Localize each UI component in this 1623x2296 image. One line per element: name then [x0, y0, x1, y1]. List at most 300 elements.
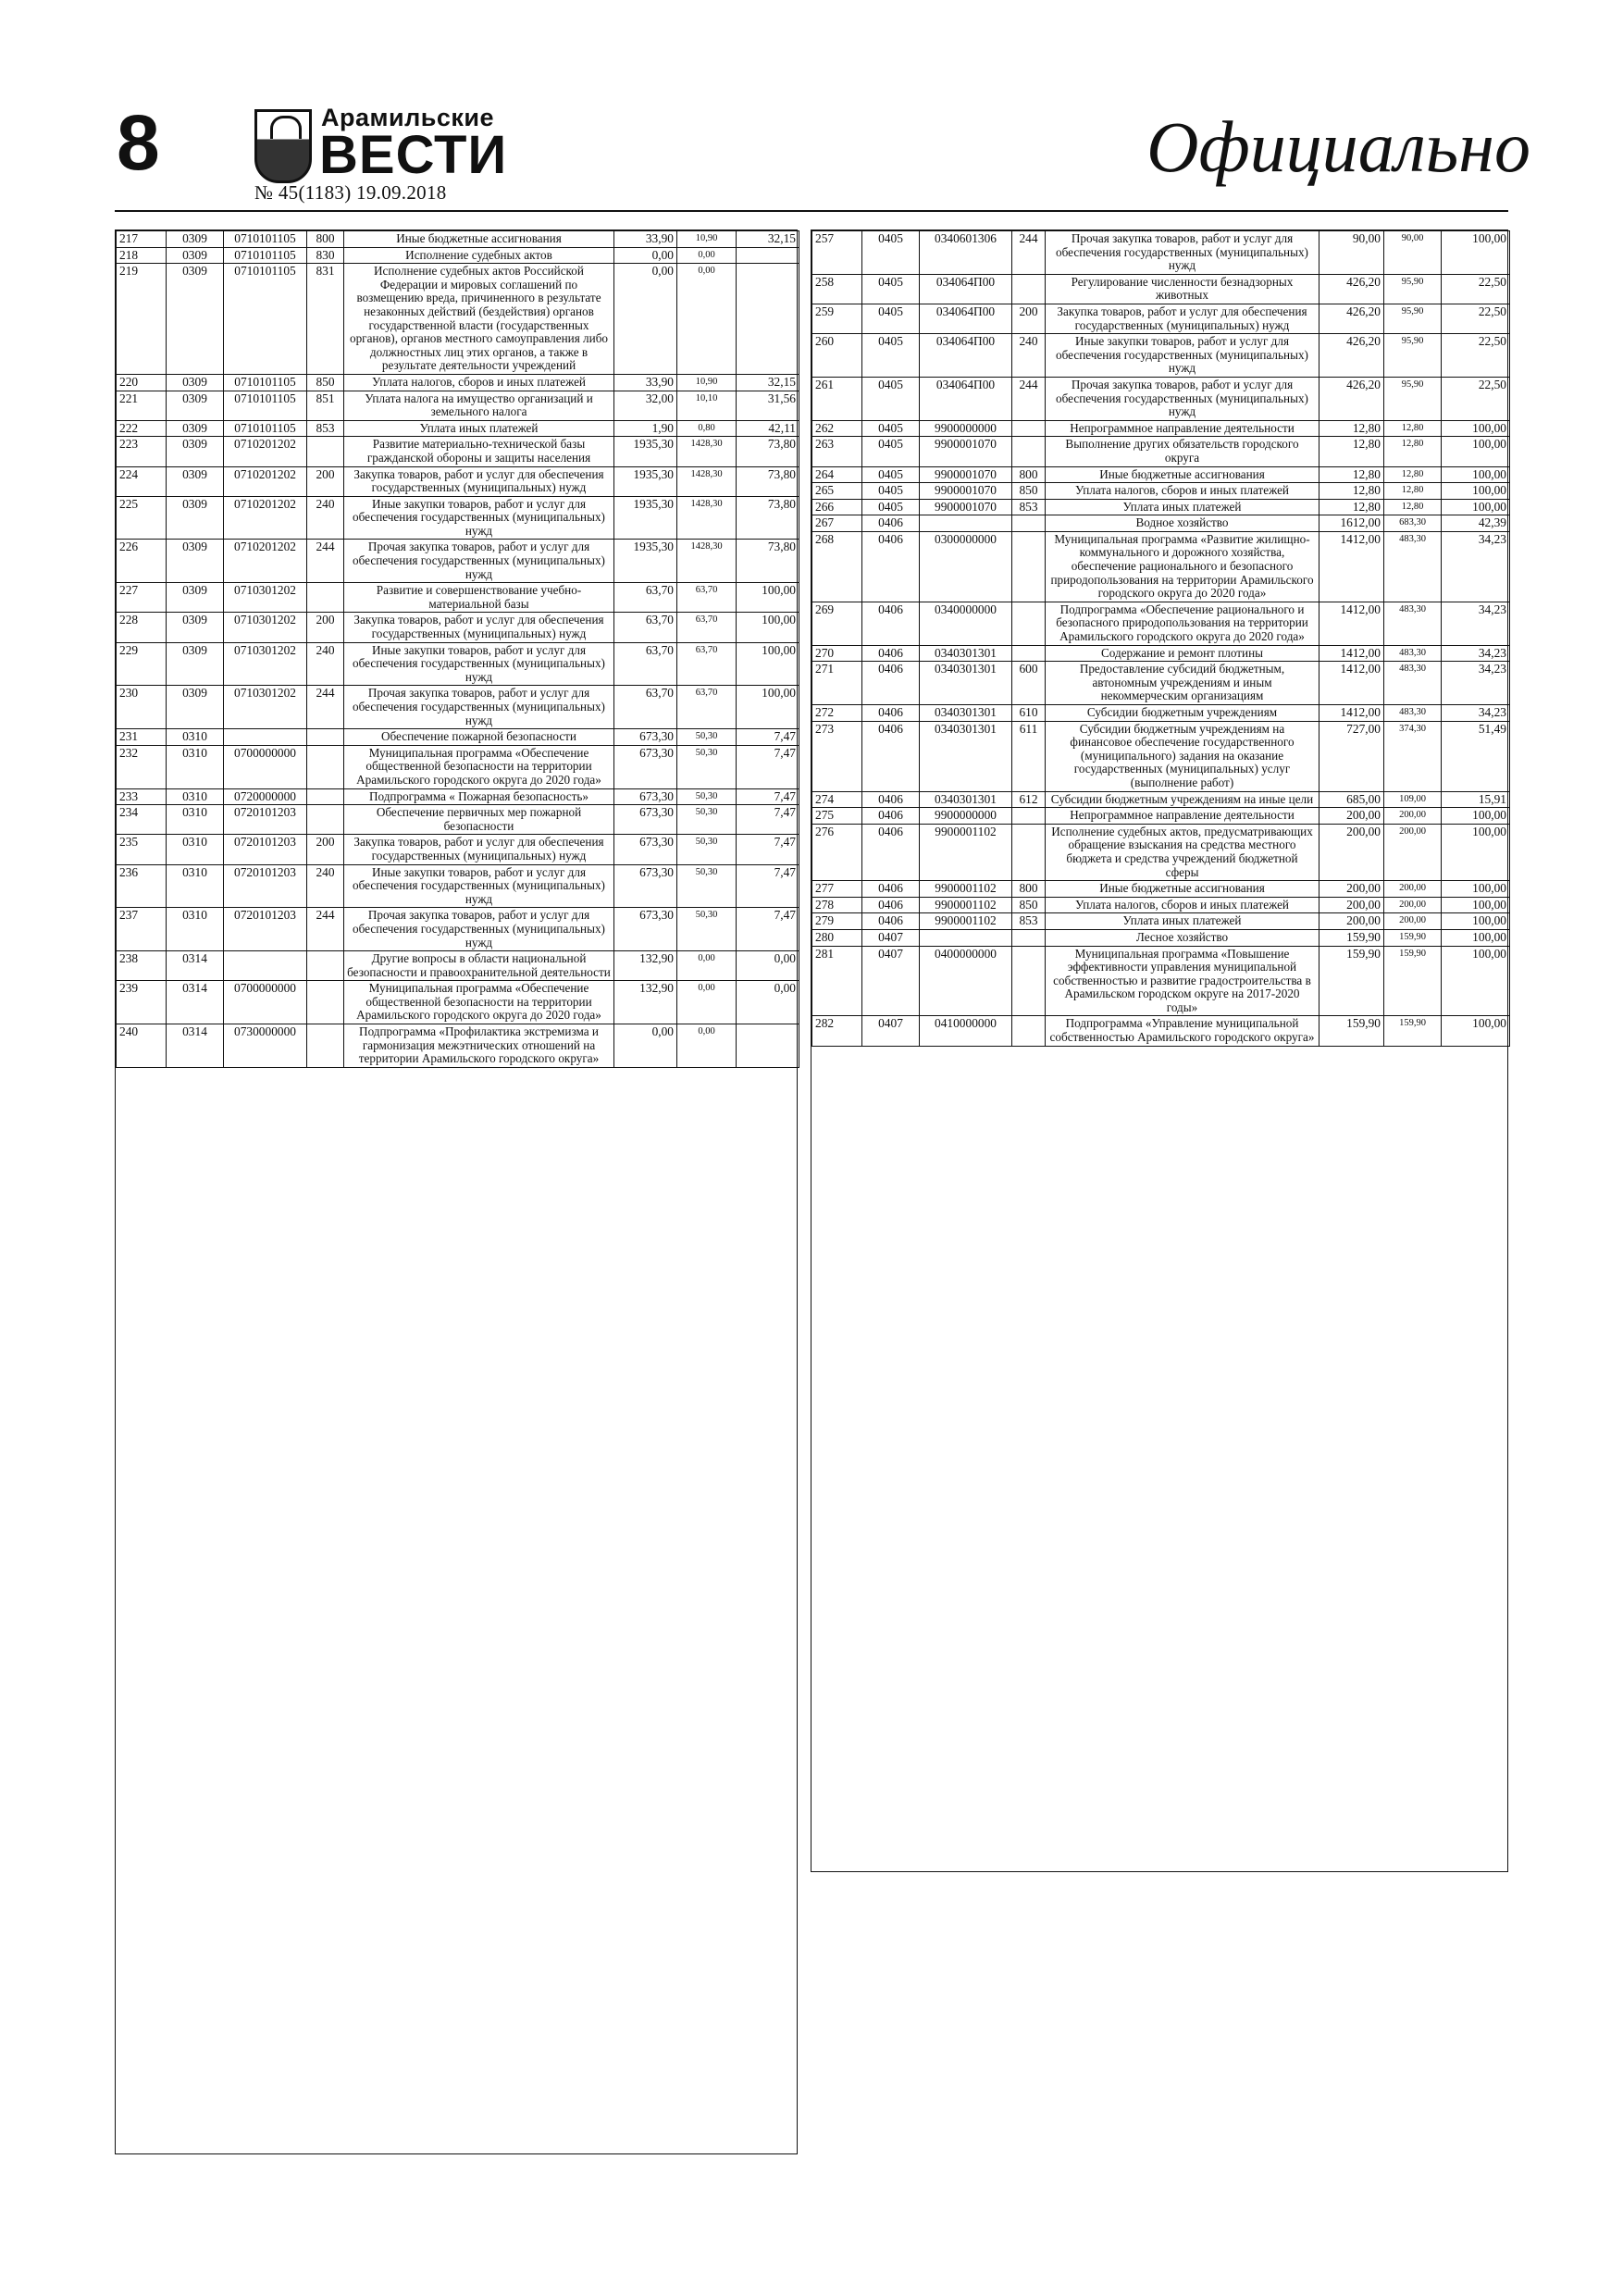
description-cell: Прочая закупка товаров, работ и услуг для обеспечения государственных (муниципальных) нужд	[344, 686, 614, 729]
executed-amount-cell: 483,30	[1384, 662, 1442, 705]
table-row	[117, 981, 799, 1024]
target-code-cell: 0730000000	[224, 1024, 307, 1068]
section-code-cell: 0406	[862, 515, 920, 532]
percent-cell: 42,11	[737, 420, 799, 437]
description-cell: Уплата иных платежей	[1046, 499, 1319, 515]
executed-amount-cell: 0,00	[677, 951, 737, 981]
planned-amount-cell: 200,00	[1319, 913, 1384, 930]
percent-cell: 100,00	[1442, 437, 1510, 466]
planned-amount-cell: 673,30	[614, 835, 677, 864]
row-number-cell: 236	[117, 864, 167, 908]
table-row	[117, 642, 799, 686]
expense-type-cell: 200	[1012, 304, 1046, 333]
percent-cell	[737, 264, 799, 375]
target-code-cell: 0340601306	[920, 231, 1012, 275]
executed-amount-cell: 1428,30	[677, 466, 737, 496]
executed-amount-cell: 1428,30	[677, 437, 737, 466]
percent-cell: 100,00	[1442, 808, 1510, 825]
section-code-cell: 0406	[862, 705, 920, 722]
section-code-cell: 0406	[862, 721, 920, 791]
section-code-cell: 0406	[862, 662, 920, 705]
expense-type-cell	[307, 951, 344, 981]
percent-cell: 32,15	[737, 231, 799, 248]
description-cell: Иные бюджетные ассигнования	[344, 231, 614, 248]
planned-amount-cell: 0,00	[614, 264, 677, 375]
section-code-cell: 0314	[167, 951, 224, 981]
table-row	[117, 496, 799, 540]
row-number-cell: 279	[812, 913, 862, 930]
target-code-cell: 0710201202	[224, 437, 307, 466]
executed-amount-cell: 200,00	[1384, 881, 1442, 898]
percent-cell: 15,91	[1442, 791, 1510, 808]
row-number-cell: 265	[812, 483, 862, 500]
executed-amount-cell: 12,80	[1384, 466, 1442, 483]
expense-type-cell: 830	[307, 247, 344, 264]
percent-cell: 7,47	[737, 835, 799, 864]
percent-cell: 34,23	[1442, 602, 1510, 645]
row-number-cell: 233	[117, 788, 167, 805]
planned-amount-cell: 1412,00	[1319, 705, 1384, 722]
row-number-cell: 280	[812, 929, 862, 946]
expense-type-cell: 244	[307, 686, 344, 729]
expense-type-cell: 610	[1012, 705, 1046, 722]
planned-amount-cell: 1612,00	[1319, 515, 1384, 532]
brand-main-text: ВЕСТИ	[319, 125, 508, 185]
description-cell: Уплата иных платежей	[1046, 913, 1319, 930]
target-code-cell: 034064П00	[920, 334, 1012, 378]
row-number-cell: 274	[812, 791, 862, 808]
description-cell: Иные бюджетные ассигнования	[1046, 881, 1319, 898]
target-code-cell: 0720000000	[224, 788, 307, 805]
row-number-cell: 282	[812, 1016, 862, 1046]
expense-type-cell	[1012, 645, 1046, 662]
description-cell: Муниципальная программа «Обеспечение общественной безопасности на территории Арамильского городского округа до 2020 года»	[344, 745, 614, 788]
row-number-cell: 232	[117, 745, 167, 788]
description-cell: Исполнение судебных актов, предусматривающих обращение взыскания на средства местного бюджета и средства учреждений бюджетной сферы	[1046, 824, 1319, 880]
description-cell: Развитие и совершенствование учебно-материальной базы	[344, 583, 614, 613]
description-cell: Субсидии бюджетным учреждениям на финансовое обеспечение государственного (муниципального) задания на оказание государственных (муниципальных) услуг (выполнение работ)	[1046, 721, 1319, 791]
executed-amount-cell: 63,70	[677, 642, 737, 686]
target-code-cell: 0710101105	[224, 231, 307, 248]
target-code-cell: 9900001070	[920, 483, 1012, 500]
row-number-cell: 223	[117, 437, 167, 466]
planned-amount-cell: 673,30	[614, 729, 677, 746]
table-row	[117, 540, 799, 583]
description-cell: Прочая закупка товаров, работ и услуг для обеспечения государственных (муниципальных) нужд	[1046, 231, 1319, 275]
executed-amount-cell: 0,00	[677, 247, 737, 264]
planned-amount-cell: 63,70	[614, 642, 677, 686]
description-cell: Исполнение судебных актов	[344, 247, 614, 264]
header-divider	[115, 210, 1508, 212]
section-code-cell: 0405	[862, 499, 920, 515]
target-code-cell: 0710201202	[224, 466, 307, 496]
section-code-cell: 0406	[862, 602, 920, 645]
percent-cell: 100,00	[1442, 466, 1510, 483]
expense-type-cell	[307, 729, 344, 746]
percent-cell: 7,47	[737, 864, 799, 908]
table-row	[812, 645, 1510, 662]
description-cell: Обеспечение пожарной безопасности	[344, 729, 614, 746]
executed-amount-cell: 50,30	[677, 745, 737, 788]
section-code-cell: 0405	[862, 377, 920, 420]
table-row	[812, 499, 1510, 515]
target-code-cell: 0720101203	[224, 864, 307, 908]
expense-type-cell: 800	[307, 231, 344, 248]
table-row	[812, 705, 1510, 722]
target-code-cell	[224, 729, 307, 746]
table-row	[117, 613, 799, 642]
executed-amount-cell: 159,90	[1384, 929, 1442, 946]
section-code-cell: 0406	[862, 645, 920, 662]
target-code-cell: 0410000000	[920, 1016, 1012, 1046]
percent-cell: 7,47	[737, 729, 799, 746]
expense-type-cell: 611	[1012, 721, 1046, 791]
section-code-cell: 0309	[167, 231, 224, 248]
planned-amount-cell: 0,00	[614, 1024, 677, 1068]
executed-amount-cell: 50,30	[677, 835, 737, 864]
row-number-cell: 221	[117, 391, 167, 420]
executed-amount-cell: 50,30	[677, 864, 737, 908]
executed-amount-cell: 0,00	[677, 981, 737, 1024]
section-code-cell: 0407	[862, 1016, 920, 1046]
planned-amount-cell: 200,00	[1319, 808, 1384, 825]
executed-amount-cell: 1428,30	[677, 496, 737, 540]
table-row	[117, 729, 799, 746]
issue-info: № 45(1183) 19.09.2018	[254, 181, 447, 204]
section-code-cell: 0405	[862, 231, 920, 275]
description-cell: Уплата налогов, сборов и иных платежей	[1046, 897, 1319, 913]
row-number-cell: 229	[117, 642, 167, 686]
row-number-cell: 219	[117, 264, 167, 375]
target-code-cell: 0710101105	[224, 420, 307, 437]
table-row	[117, 247, 799, 264]
description-cell: Подпрограмма «Профилактика экстремизма и гармонизация межэтнических отношений на территории Арамильского городского округа»	[344, 1024, 614, 1068]
expense-type-cell: 244	[1012, 231, 1046, 275]
executed-amount-cell: 109,00	[1384, 791, 1442, 808]
description-cell: Уплата налогов, сборов и иных платежей	[344, 374, 614, 391]
table-row	[812, 721, 1510, 791]
section-code-cell: 0309	[167, 374, 224, 391]
percent-cell: 22,50	[1442, 304, 1510, 333]
percent-cell: 42,39	[1442, 515, 1510, 532]
planned-amount-cell: 673,30	[614, 745, 677, 788]
description-cell: Прочая закупка товаров, работ и услуг для обеспечения государственных (муниципальных) нужд	[344, 908, 614, 951]
expense-type-cell: 244	[307, 908, 344, 951]
section-code-cell: 0309	[167, 264, 224, 375]
target-code-cell: 0340301301	[920, 645, 1012, 662]
planned-amount-cell: 200,00	[1319, 824, 1384, 880]
table-row	[117, 391, 799, 420]
percent-cell: 7,47	[737, 908, 799, 951]
percent-cell: 22,50	[1442, 377, 1510, 420]
description-cell: Подпрограмма «Обеспечение рационального и безопасного природопользования на территории Арамильского городского округа до 2020 года»	[1046, 602, 1319, 645]
planned-amount-cell: 63,70	[614, 686, 677, 729]
table-row	[117, 1024, 799, 1068]
expense-type-cell: 850	[307, 374, 344, 391]
percent-cell: 100,00	[1442, 946, 1510, 1016]
table-row	[117, 805, 799, 835]
executed-amount-cell: 63,70	[677, 613, 737, 642]
planned-amount-cell: 1412,00	[1319, 662, 1384, 705]
executed-amount-cell: 50,30	[677, 788, 737, 805]
target-code-cell: 0710301202	[224, 613, 307, 642]
percent-cell: 100,00	[1442, 499, 1510, 515]
planned-amount-cell: 12,80	[1319, 499, 1384, 515]
planned-amount-cell: 685,00	[1319, 791, 1384, 808]
percent-cell: 73,80	[737, 437, 799, 466]
target-code-cell: 0340301301	[920, 791, 1012, 808]
planned-amount-cell: 673,30	[614, 805, 677, 835]
description-cell: Муниципальная программа «Обеспечение общественной безопасности на территории Арамильского городского округа до 2020 года»	[344, 981, 614, 1024]
expense-type-cell: 850	[1012, 897, 1046, 913]
target-code-cell: 0710301202	[224, 642, 307, 686]
percent-cell: 7,47	[737, 745, 799, 788]
table-row	[812, 662, 1510, 705]
table-row	[812, 824, 1510, 880]
expense-type-cell: 800	[1012, 881, 1046, 898]
expense-type-cell	[1012, 531, 1046, 602]
planned-amount-cell: 12,80	[1319, 420, 1384, 437]
table-row	[812, 946, 1510, 1016]
table-row	[812, 377, 1510, 420]
expense-type-cell: 244	[307, 540, 344, 583]
row-number-cell: 269	[812, 602, 862, 645]
row-number-cell: 238	[117, 951, 167, 981]
executed-amount-cell: 159,90	[1384, 946, 1442, 1016]
row-number-cell: 281	[812, 946, 862, 1016]
table-row	[117, 686, 799, 729]
target-code-cell: 9900000000	[920, 420, 1012, 437]
planned-amount-cell: 426,20	[1319, 377, 1384, 420]
section-code-cell: 0406	[862, 791, 920, 808]
section-code-cell: 0406	[862, 808, 920, 825]
table-row	[812, 274, 1510, 304]
section-code-cell: 0309	[167, 686, 224, 729]
table-row	[812, 531, 1510, 602]
planned-amount-cell: 673,30	[614, 864, 677, 908]
row-number-cell: 226	[117, 540, 167, 583]
row-number-cell: 240	[117, 1024, 167, 1068]
executed-amount-cell: 63,70	[677, 686, 737, 729]
target-code-cell: 0700000000	[224, 745, 307, 788]
target-code-cell: 0710301202	[224, 686, 307, 729]
section-code-cell: 0309	[167, 247, 224, 264]
table-row	[812, 929, 1510, 946]
row-number-cell: 234	[117, 805, 167, 835]
description-cell: Исполнение судебных актов Российской Федерации и мировых соглашений по возмещению вреда, причиненного в результате незаконных действий (бездействия) органов государственной власти (государственных органов), органов местного самоуправления либо должностных лиц этих органов, а также в результате деятельности учреждений	[344, 264, 614, 375]
target-code-cell: 9900001070	[920, 499, 1012, 515]
planned-amount-cell: 200,00	[1319, 881, 1384, 898]
percent-cell: 73,80	[737, 466, 799, 496]
left-budget-table	[115, 230, 798, 2154]
expense-type-cell	[1012, 929, 1046, 946]
expense-type-cell: 831	[307, 264, 344, 375]
table-row	[117, 264, 799, 375]
description-cell: Иные закупки товаров, работ и услуг для обеспечения государственных (муниципальных) нужд	[344, 642, 614, 686]
description-cell: Закупка товаров, работ и услуг для обеспечения государственных (муниципальных) нужд	[344, 613, 614, 642]
section-code-cell: 0310	[167, 745, 224, 788]
table-row	[117, 420, 799, 437]
executed-amount-cell: 683,30	[1384, 515, 1442, 532]
expense-type-cell	[1012, 437, 1046, 466]
percent-cell: 100,00	[1442, 231, 1510, 275]
planned-amount-cell: 1935,30	[614, 496, 677, 540]
percent-cell: 100,00	[1442, 881, 1510, 898]
row-number-cell: 266	[812, 499, 862, 515]
percent-cell: 0,00	[737, 981, 799, 1024]
planned-amount-cell: 426,20	[1319, 304, 1384, 333]
planned-amount-cell: 159,90	[1319, 1016, 1384, 1046]
table-row	[812, 808, 1510, 825]
description-cell: Другие вопросы в области национальной безопасности и правоохранительной деятельности	[344, 951, 614, 981]
row-number-cell: 268	[812, 531, 862, 602]
executed-amount-cell: 90,00	[1384, 231, 1442, 275]
table-row	[117, 908, 799, 951]
expense-type-cell	[307, 583, 344, 613]
executed-amount-cell: 483,30	[1384, 645, 1442, 662]
planned-amount-cell: 0,00	[614, 247, 677, 264]
row-number-cell: 218	[117, 247, 167, 264]
table-row	[117, 466, 799, 496]
description-cell: Субсидии бюджетным учреждениям на иные цели	[1046, 791, 1319, 808]
section-title: Официально	[1146, 106, 1530, 187]
percent-cell	[737, 1024, 799, 1068]
row-number-cell: 272	[812, 705, 862, 722]
table-row	[812, 466, 1510, 483]
percent-cell: 100,00	[1442, 913, 1510, 930]
executed-amount-cell: 374,30	[1384, 721, 1442, 791]
executed-amount-cell: 10,90	[677, 231, 737, 248]
description-cell: Муниципальная программа «Повышение эффективности управления муниципальной собственностью и развитие градостроительства в Арамильском городском округе на 2017-2020 годы»	[1046, 946, 1319, 1016]
section-code-cell: 0310	[167, 805, 224, 835]
target-code-cell: 0340301301	[920, 705, 1012, 722]
executed-amount-cell: 159,90	[1384, 1016, 1442, 1046]
executed-amount-cell: 50,30	[677, 729, 737, 746]
row-number-cell: 258	[812, 274, 862, 304]
section-code-cell: 0309	[167, 540, 224, 583]
table-row	[812, 1016, 1510, 1046]
target-code-cell: 9900001070	[920, 466, 1012, 483]
expense-type-cell	[1012, 946, 1046, 1016]
planned-amount-cell: 727,00	[1319, 721, 1384, 791]
section-code-cell: 0309	[167, 642, 224, 686]
row-number-cell: 263	[812, 437, 862, 466]
row-number-cell: 277	[812, 881, 862, 898]
percent-cell: 73,80	[737, 496, 799, 540]
planned-amount-cell: 12,80	[1319, 437, 1384, 466]
target-code-cell: 034064П00	[920, 304, 1012, 333]
percent-cell: 22,50	[1442, 274, 1510, 304]
section-code-cell: 0405	[862, 483, 920, 500]
planned-amount-cell: 1935,30	[614, 540, 677, 583]
row-number-cell: 228	[117, 613, 167, 642]
expense-type-cell	[1012, 274, 1046, 304]
table-row	[117, 231, 799, 248]
description-cell: Уплата иных платежей	[344, 420, 614, 437]
executed-amount-cell: 95,90	[1384, 377, 1442, 420]
planned-amount-cell: 132,90	[614, 981, 677, 1024]
target-code-cell: 9900001102	[920, 913, 1012, 930]
description-cell: Закупка товаров, работ и услуг для обеспечения государственных (муниципальных) нужд	[1046, 304, 1319, 333]
expense-type-cell	[307, 1024, 344, 1068]
section-code-cell: 0309	[167, 613, 224, 642]
section-code-cell: 0309	[167, 391, 224, 420]
expense-type-cell	[307, 788, 344, 805]
table-row	[117, 745, 799, 788]
section-code-cell: 0406	[862, 913, 920, 930]
planned-amount-cell: 159,90	[1319, 946, 1384, 1016]
target-code-cell: 9900001102	[920, 881, 1012, 898]
percent-cell: 100,00	[1442, 483, 1510, 500]
planned-amount-cell: 1,90	[614, 420, 677, 437]
table-row	[812, 304, 1510, 333]
right-budget-table	[811, 230, 1508, 1872]
target-code-cell: 0720101203	[224, 805, 307, 835]
percent-cell: 34,23	[1442, 531, 1510, 602]
target-code-cell: 034064П00	[920, 274, 1012, 304]
planned-amount-cell: 673,30	[614, 788, 677, 805]
table-row	[117, 583, 799, 613]
target-code-cell: 0710201202	[224, 496, 307, 540]
percent-cell: 100,00	[1442, 929, 1510, 946]
description-cell: Прочая закупка товаров, работ и услуг для обеспечения государственных (муниципальных) нужд	[1046, 377, 1319, 420]
table-row	[812, 913, 1510, 930]
planned-amount-cell: 32,00	[614, 391, 677, 420]
section-code-cell: 0310	[167, 788, 224, 805]
section-code-cell: 0406	[862, 824, 920, 880]
target-code-cell	[224, 951, 307, 981]
row-number-cell: 276	[812, 824, 862, 880]
percent-cell: 100,00	[1442, 824, 1510, 880]
description-cell: Прочая закупка товаров, работ и услуг для обеспечения государственных (муниципальных) нужд	[344, 540, 614, 583]
row-number-cell: 273	[812, 721, 862, 791]
percent-cell: 7,47	[737, 805, 799, 835]
target-code-cell: 0710101105	[224, 374, 307, 391]
target-code-cell: 0340301301	[920, 721, 1012, 791]
planned-amount-cell: 159,90	[1319, 929, 1384, 946]
page-number: 8	[117, 99, 160, 186]
expense-type-cell	[1012, 515, 1046, 532]
section-code-cell: 0309	[167, 583, 224, 613]
table-row	[812, 515, 1510, 532]
expense-type-cell: 853	[307, 420, 344, 437]
section-code-cell: 0314	[167, 981, 224, 1024]
planned-amount-cell: 1412,00	[1319, 602, 1384, 645]
section-code-cell: 0310	[167, 835, 224, 864]
percent-cell: 7,47	[737, 788, 799, 805]
target-code-cell: 0700000000	[224, 981, 307, 1024]
percent-cell: 100,00	[1442, 1016, 1510, 1046]
executed-amount-cell: 10,10	[677, 391, 737, 420]
table-row	[117, 864, 799, 908]
planned-amount-cell: 33,90	[614, 231, 677, 248]
expense-type-cell: 240	[1012, 334, 1046, 378]
executed-amount-cell: 12,80	[1384, 483, 1442, 500]
row-number-cell: 278	[812, 897, 862, 913]
percent-cell: 22,50	[1442, 334, 1510, 378]
executed-amount-cell: 483,30	[1384, 602, 1442, 645]
percent-cell: 34,23	[1442, 705, 1510, 722]
row-number-cell: 239	[117, 981, 167, 1024]
row-number-cell: 231	[117, 729, 167, 746]
table-row	[812, 897, 1510, 913]
target-code-cell: 9900001070	[920, 437, 1012, 466]
row-number-cell: 262	[812, 420, 862, 437]
section-code-cell: 0310	[167, 908, 224, 951]
table-row	[812, 881, 1510, 898]
percent-cell: 100,00	[737, 686, 799, 729]
expense-type-cell	[307, 437, 344, 466]
